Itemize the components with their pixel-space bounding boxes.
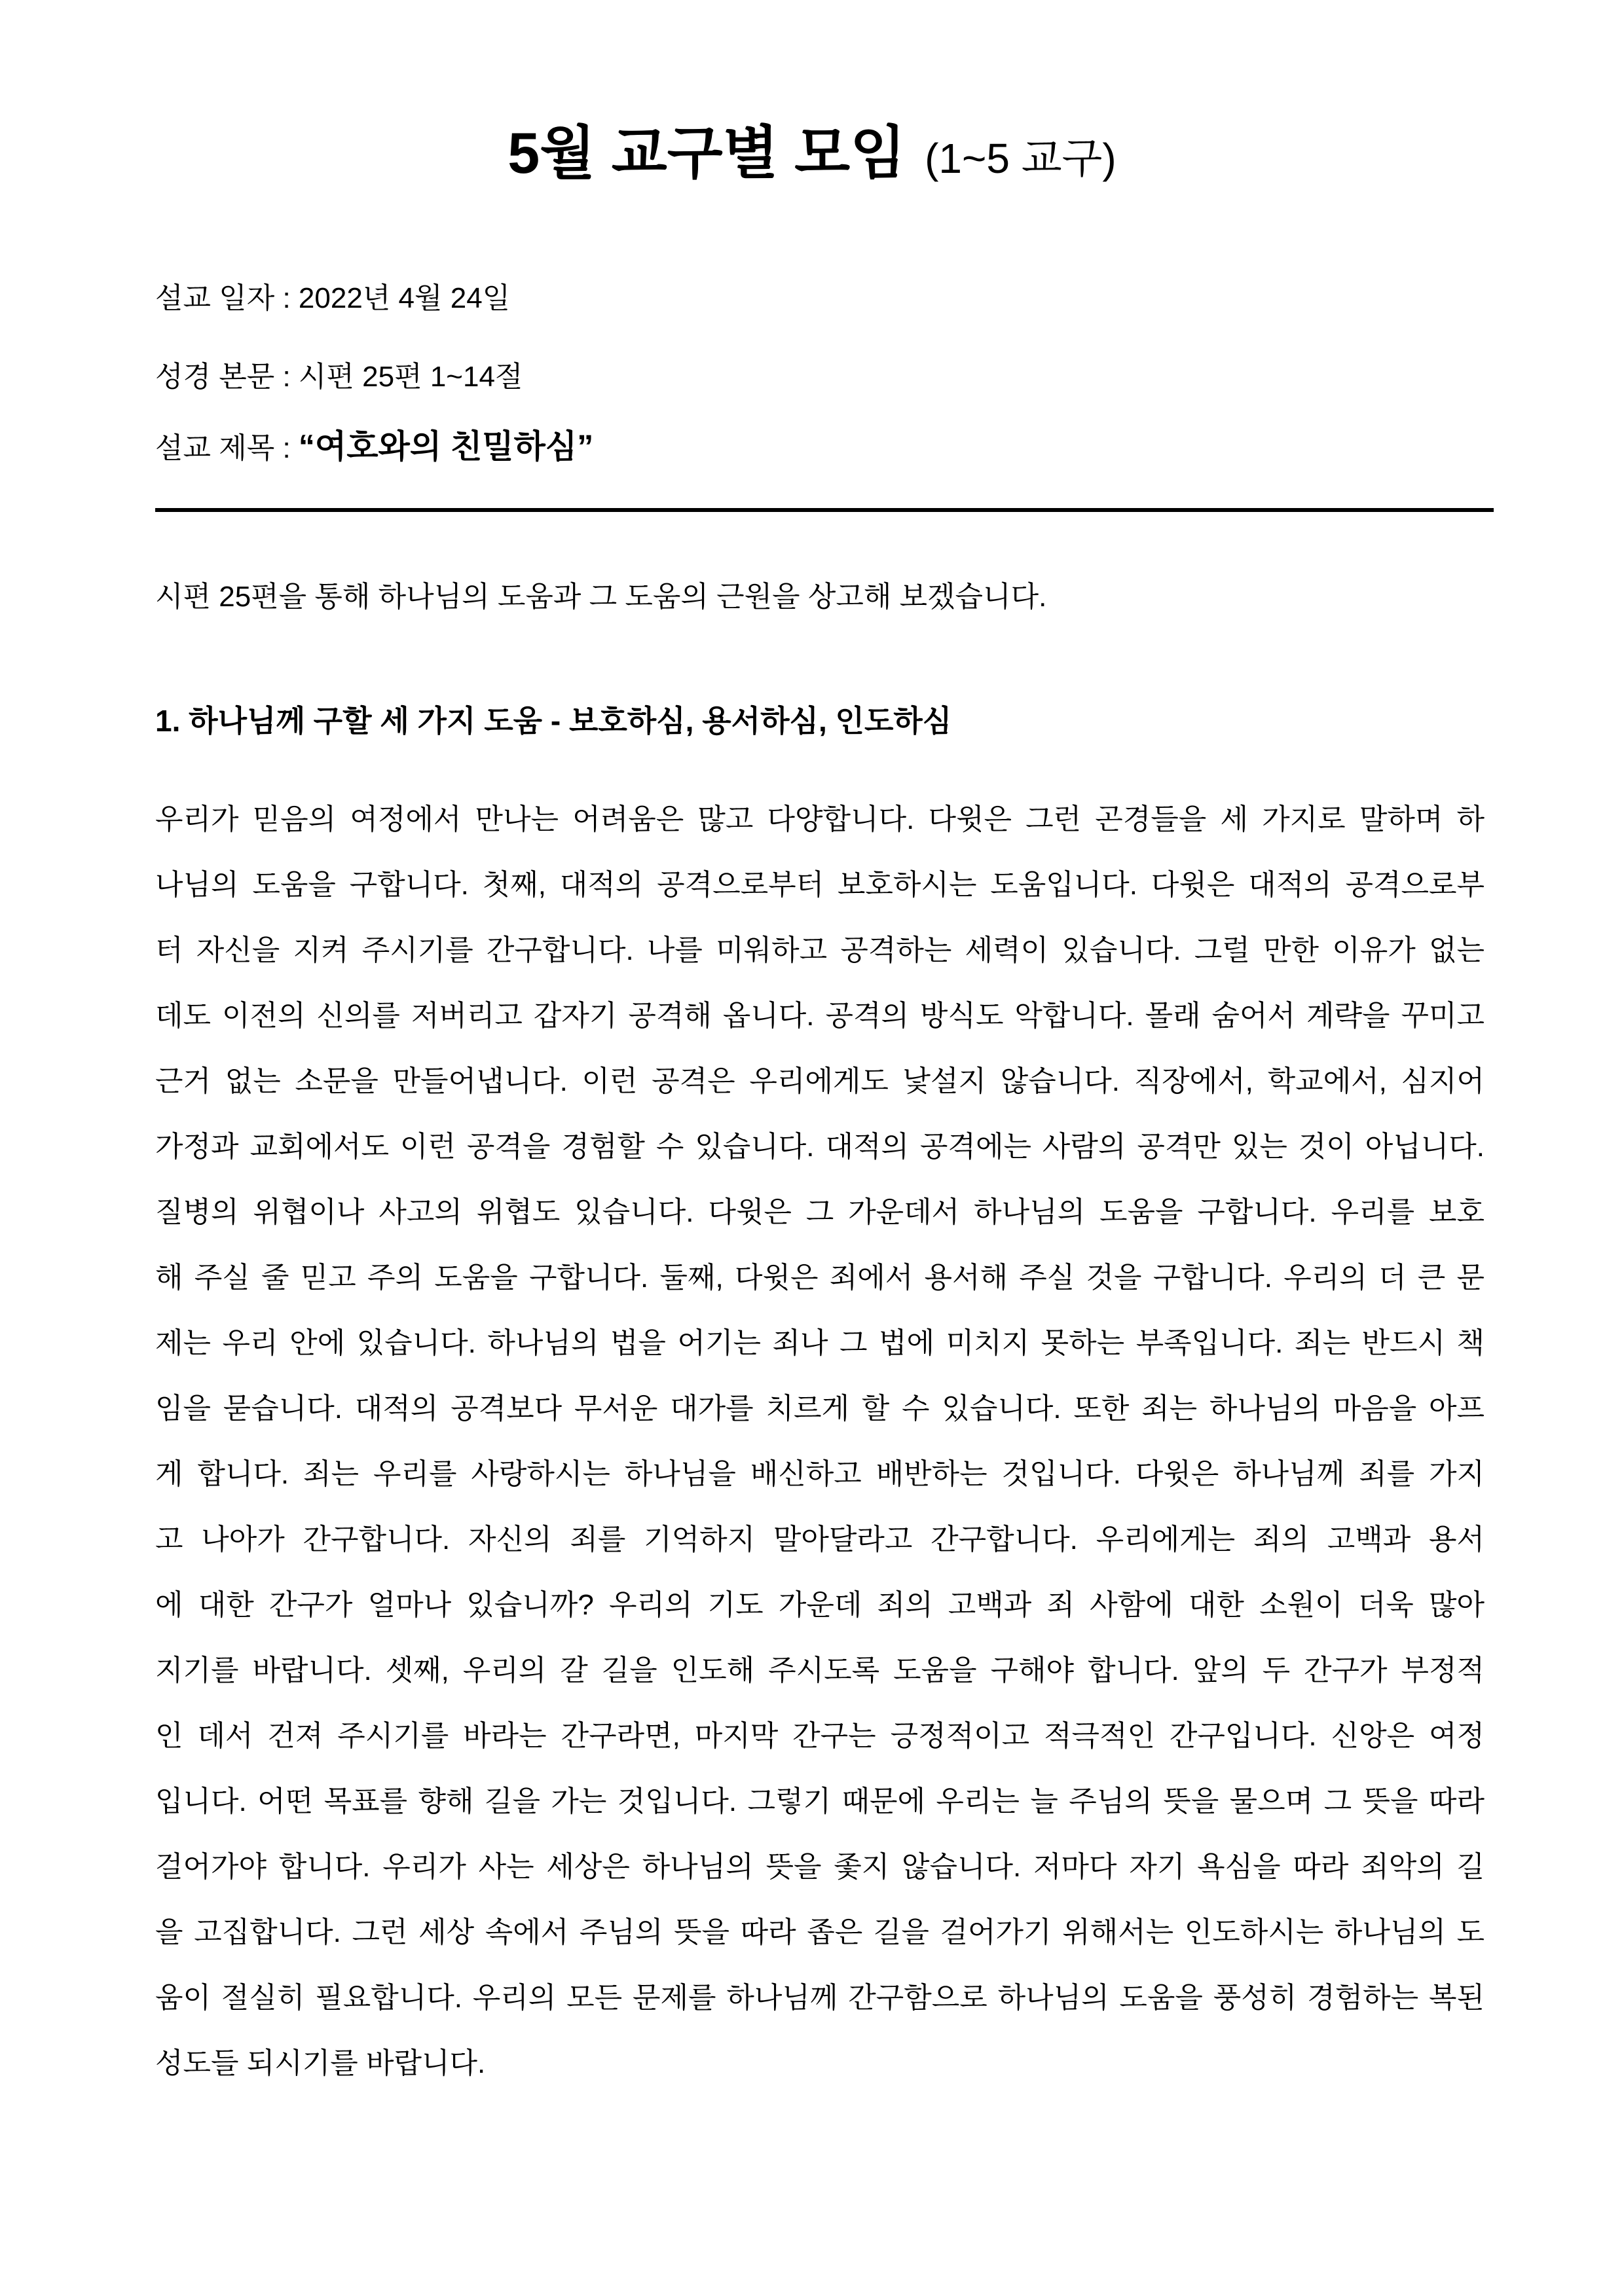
- intro-paragraph: 시편 25편을 통해 하나님의 도움과 그 도움의 근원을 상고해 보겠습니다.: [155, 581, 1047, 613]
- sermon-date-line: [155, 282, 1485, 316]
- body-text-line: 성도들 되시기를 바랍니다.: [155, 2047, 486, 2079]
- scripture-line: [155, 360, 1485, 394]
- body-text-line: 터 자신을 지켜 주시기를 간구합니다. 나를 미워하고 공격하는 세력이 있습니다. 그럴 만한 이유가 없는: [155, 934, 1485, 966]
- body-text-line: 걸어가야 합니다. 우리가 사는 세상은 하나님의 뜻을 좇지 않습니다. 저마다 자기 욕심을 따라 죄악의 길: [155, 1851, 1485, 1883]
- body-text-line: 고 나아가 간구합니다. 자신의 죄를 기억하지 말아달라고 간구합니다. 우리에게는 죄의 고백과 용서: [155, 1523, 1485, 1556]
- body-text-line: 해 주실 줄 믿고 주의 도움을 구합니다. 둘째, 다윗은 죄에서 용서해 주실 것을 구합니다. 우리의 더 큰 문: [155, 1262, 1485, 1294]
- scripture-value: 시편 25편 1~14절: [298, 361, 523, 393]
- body-text-line: 근거 없는 소문을 만들어냅니다. 이런 공격은 우리에게도 낯설지 않습니다. 직장에서, 학교에서, 심지어: [155, 1065, 1485, 1097]
- sermon-date-label: 설교 일자 :: [155, 282, 299, 314]
- section-divider: [155, 508, 1494, 512]
- body-text-line: 우리가 믿음의 여정에서 만나는 어려움은 많고 다양합니다. 다윗은 그런 곤경들을 세 가지로 말하며 하: [155, 803, 1485, 835]
- sermon-title-line: [155, 429, 1485, 465]
- section1-heading: 1. 하나님께 구할 세 가지 도움 - 보호하심, 용서하심, 인도하심: [155, 704, 952, 738]
- sermon-title-value: “여호와의 친밀하심”: [298, 428, 594, 465]
- body-text-line: 질병의 위협이나 사고의 위협도 있습니다. 다윗은 그 가운데서 하나님의 도움을 구합니다. 우리를 보호: [155, 1196, 1485, 1228]
- document-title-main: 5월 교구별 모임: [507, 120, 906, 185]
- body-text-line: 을 고집합니다. 그런 세상 속에서 주님의 뜻을 따라 좁은 길을 걸어가기 위해서는 인도하시는 하나님의 도: [155, 1916, 1485, 1948]
- body-text-line: 임을 묻습니다. 대적의 공격보다 무서운 대가를 치르게 할 수 있습니다. 또한 죄는 하나님의 마음을 아프: [155, 1393, 1485, 1425]
- body-text-line: 움이 절실히 필요합니다. 우리의 모든 문제를 하나님께 간구함으로 하나님의 도움을 풍성히 경험하는 복된: [155, 1982, 1485, 2014]
- body-text-line: 인 데서 건져 주시기를 바라는 간구라면, 마지막 간구는 긍정적이고 적극적인 간구입니다. 신앙은 여정: [155, 1720, 1485, 1752]
- sermon-title-label: 설교 제목 :: [155, 432, 299, 464]
- scripture-label: 성경 본문 :: [155, 361, 299, 393]
- body-text-line: 입니다. 어떤 목표를 향해 길을 가는 것입니다. 그렇기 때문에 우리는 늘 주님의 뜻을 물으며 그 뜻을 따라: [155, 1785, 1485, 1817]
- document-title: [0, 122, 1624, 197]
- body-text-line: 게 합니다. 죄는 우리를 사랑하시는 하나님을 배신하고 배반하는 것입니다. 다윗은 하나님께 죄를 가지: [155, 1458, 1485, 1490]
- body-text-line: 지기를 바랍니다. 셋째, 우리의 갈 길을 인도해 주시도록 도움을 구해야 합니다. 앞의 두 간구가 부정적: [155, 1654, 1485, 1686]
- body-text-line: 데도 이전의 신의를 저버리고 갑자기 공격해 옵니다. 공격의 방식도 악합니다. 몰래 숨어서 계략을 꾸미고: [155, 1000, 1485, 1032]
- body-text-line: 에 대한 간구가 얼마나 있습니까? 우리의 기도 가운데 죄의 고백과 죄 사함에 대한 소원이 더욱 많아: [155, 1589, 1485, 1621]
- body-text-line: 나님의 도움을 구합니다. 첫째, 대적의 공격으로부터 보호하시는 도움입니다. 다윗은 대적의 공격으로부: [155, 869, 1485, 901]
- body-text-line: 제는 우리 안에 있습니다. 하나님의 법을 어기는 죄나 그 법에 미치지 못하는 부족입니다. 죄는 반드시 책: [155, 1327, 1485, 1359]
- sermon-date-value: 2022년 4월 24일: [298, 282, 511, 314]
- section1-body: [155, 787, 1485, 2096]
- document-title-suffix: (1~5 교구): [925, 135, 1116, 182]
- body-text-line: 가정과 교회에서도 이런 공격을 경험할 수 있습니다. 대적의 공격에는 사람의 공격만 있는 것이 아닙니다.: [155, 1131, 1485, 1163]
